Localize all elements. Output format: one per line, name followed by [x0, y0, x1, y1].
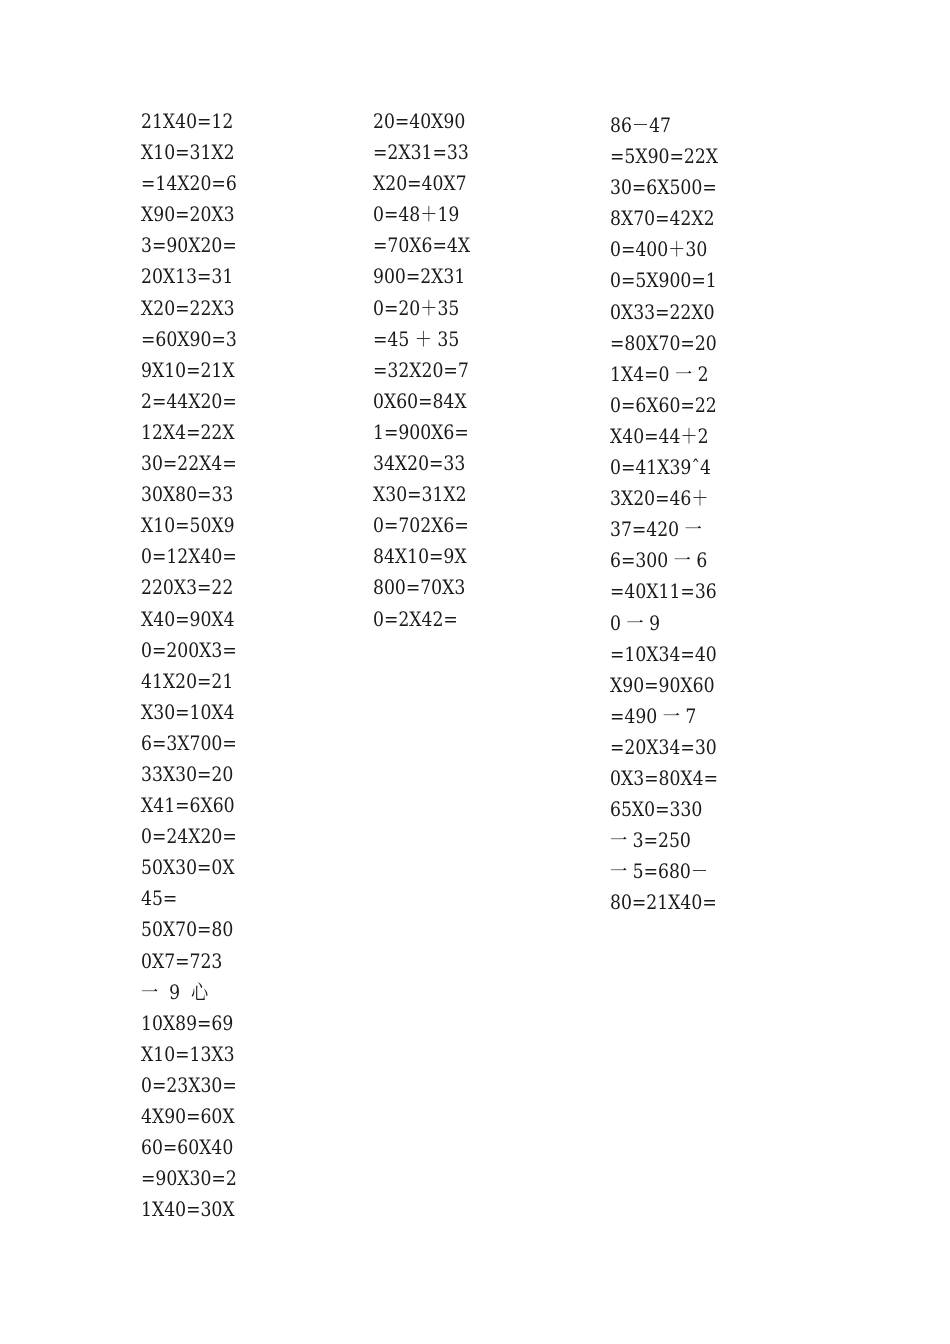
equation-line: =14X20=6 [141, 171, 237, 196]
equation-line: 220X3=22 [141, 575, 234, 600]
equation-line: 0=702X6= [373, 513, 469, 538]
equation-line: =490 一 7 [610, 703, 697, 728]
equation-line: 0=24X20= [141, 824, 237, 849]
equation-line: 0=41X39ˆ4 [610, 455, 711, 480]
equation-line: 1X4=0 一 2 [610, 361, 709, 386]
equation-line: 900=2X31 [373, 264, 466, 289]
equation-line: 0=12X40= [141, 544, 237, 569]
equation-line: X20=22X3 [141, 295, 235, 320]
equation-line: 10X89=69 [141, 1010, 234, 1035]
equation-line: =90X30=2 [141, 1166, 237, 1191]
equation-line: 一 5=680－ [610, 859, 709, 884]
equation-line: 6=300 一 6 [610, 548, 708, 573]
equation-line: 3X20=46＋ [610, 486, 709, 511]
equation-line: 一 9 心 [141, 979, 209, 1004]
equation-line: 0=23X30= [141, 1072, 237, 1097]
equation-line: X41=6X60 [141, 793, 235, 818]
equation-line: 86－47 [610, 113, 671, 137]
equation-line: 20X13=31 [141, 264, 234, 289]
equation-line: =20X34=30 [610, 734, 717, 759]
equation-line: 1X40=30X [141, 1197, 235, 1222]
equation-line: 30=22X4= [141, 451, 237, 476]
equation-line: =5X90=22X [610, 144, 719, 169]
equation-line: 34X20=33 [373, 451, 466, 476]
equation-line: X10=50X9 [141, 513, 235, 538]
equation-line: 1=900X6= [373, 419, 469, 444]
equation-line: =45 ＋ 35 [373, 326, 460, 351]
equation-line: 65X0=330 [610, 797, 703, 822]
equation-line: 800=70X3 [373, 575, 466, 600]
equation-line: =80X70=20 [610, 330, 717, 355]
equation-line: X90=20X3 [141, 202, 235, 227]
equation-line: 0=2X42= [373, 606, 458, 631]
equation-line: =10X34=40 [610, 641, 717, 666]
equation-line: 0=5X900=1 [610, 268, 717, 293]
equation-line: =70X6=4X [373, 233, 471, 258]
equation-line: 0 一 9 [610, 610, 661, 635]
equation-line: X20=40X7 [373, 171, 467, 196]
equation-line: 3=90X20= [141, 233, 237, 258]
text-column-1 [141, 106, 341, 1225]
equation-line: 45= [141, 886, 178, 911]
equation-line: 0=400＋30 [610, 237, 708, 262]
equation-line: 50X70=80 [141, 917, 234, 942]
equation-line: 6=3X700= [141, 730, 237, 755]
equation-line: X10=13X3 [141, 1041, 235, 1066]
equation-line: 41X20=21 [141, 668, 234, 693]
equation-line: 21X40=12 [141, 109, 234, 133]
equation-line: X30=31X2 [373, 482, 467, 507]
equation-line: =40X11=36 [610, 579, 717, 604]
equation-line: 2=44X20= [141, 388, 237, 413]
equation-line: 0=6X60=22 [610, 392, 717, 417]
equation-line: X10=31X2 [141, 140, 235, 165]
equation-line: 84X10=9X [373, 544, 467, 569]
text-column-3 [610, 110, 810, 918]
equation-line: =60X90=3 [141, 326, 237, 351]
equation-line: 60=60X40 [141, 1135, 234, 1160]
equation-line: 0=48＋19 [373, 202, 460, 227]
equation-line: 0X33=22X0 [610, 299, 715, 324]
text-column-2 [373, 106, 573, 635]
equation-line: 30=6X500= [610, 175, 717, 200]
equation-line: =32X20=7 [373, 357, 469, 382]
equation-line: 4X90=60X [141, 1104, 235, 1128]
equation-line: X40=44＋2 [610, 423, 709, 448]
equation-line: 37=420 一 [610, 517, 702, 542]
equation-line: 0=200X3= [141, 637, 237, 662]
equation-line: 80=21X40= [610, 890, 717, 915]
equation-line: 0X60=84X [373, 388, 467, 413]
equation-line: 0=20＋35 [373, 295, 460, 320]
equation-line: 33X30=20 [141, 761, 234, 786]
equation-line: 一 3=250 [610, 828, 691, 853]
equation-line: 0X7=723 [141, 948, 223, 973]
equation-line: 0X3=80X4= [610, 765, 719, 790]
equation-line: X40=90X4 [141, 606, 235, 631]
equation-line: 8X70=42X2 [610, 206, 715, 231]
equation-line: =2X31=33 [373, 140, 469, 165]
equation-line: 30X80=33 [141, 482, 234, 507]
equation-line: 12X4=22X [141, 419, 235, 444]
equation-line: 20=40X90 [373, 109, 466, 133]
equation-line: X30=10X4 [141, 699, 235, 724]
equation-line: 9X10=21X [141, 357, 235, 382]
equation-line: 50X30=0X [141, 855, 235, 880]
equation-line: X90=90X60 [610, 672, 715, 697]
